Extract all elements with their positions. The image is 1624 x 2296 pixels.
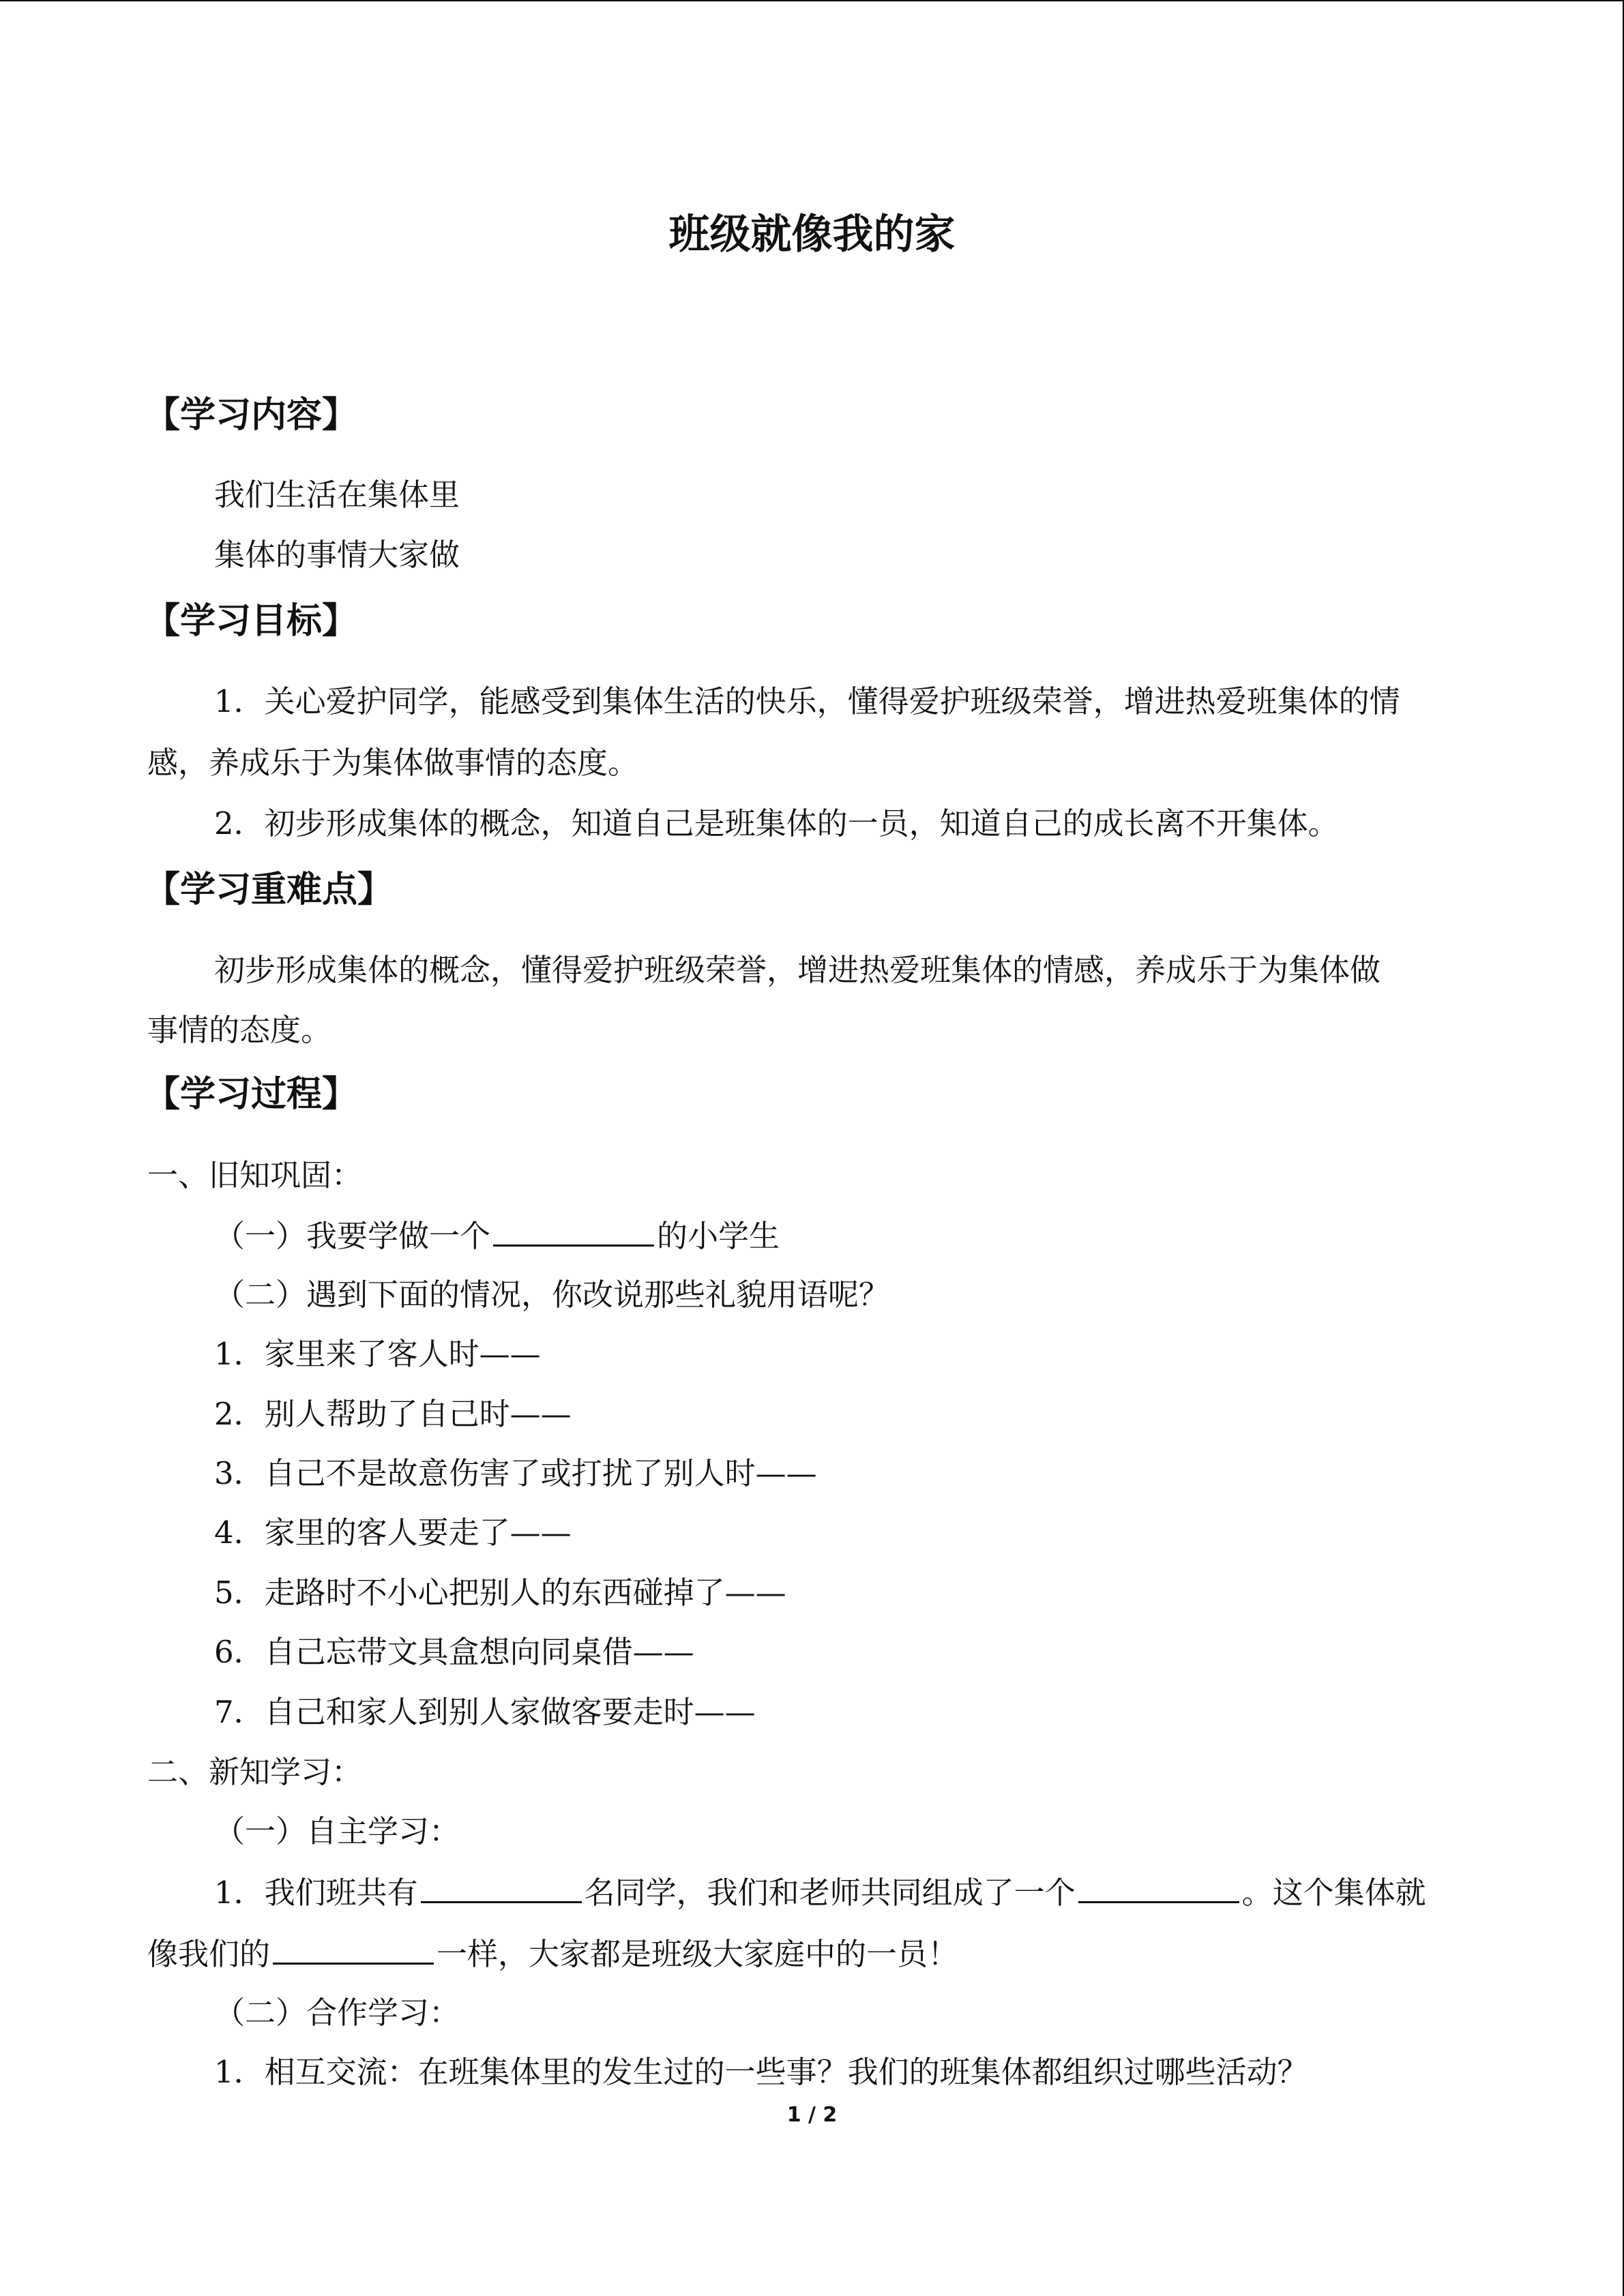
list-item: 6．自己忘带文具盒想向同桌借—— <box>214 1634 694 1670</box>
list-item: 2．别人帮助了自己时—— <box>214 1396 572 1432</box>
fill-in-blank[interactable] <box>493 1213 654 1247</box>
text-segment: 像我们的 <box>147 1936 271 1972</box>
heading-study-content: 【学习内容】 <box>145 395 358 436</box>
part-2-cooperative-study: （二）合作学习： <box>214 1995 460 2031</box>
text-segment: 。这个集体就 <box>1241 1875 1426 1911</box>
text-segment: 一样，大家都是班级大家庭中的一员！ <box>437 1936 959 1972</box>
fill-in-blank[interactable] <box>421 1870 582 1903</box>
question-1-text-before: （一）我要学做一个 <box>214 1218 491 1254</box>
page-number: 1 / 2 <box>786 2103 838 2127</box>
list-item: 1．家里来了客人时—— <box>214 1336 541 1372</box>
list-item: 3．自己不是故意伤害了或打扰了别人时—— <box>214 1455 817 1491</box>
heading-study-goals: 【学习目标】 <box>145 601 358 642</box>
text-segment: 1．我们班共有 <box>214 1875 418 1911</box>
self-study-question-line-1 <box>214 1870 1544 1915</box>
goal-1-line-2: 感，养成乐于为集体做事情的态度。 <box>147 745 639 781</box>
list-item: 4．家里的客人要走了—— <box>214 1515 572 1551</box>
part-1-question-2: （二）遇到下面的情况，你改说那些礼貌用语呢？ <box>214 1277 890 1313</box>
part-2-self-study: （一）自主学习： <box>214 1813 460 1849</box>
text-segment: 名同学，我们和老师共同组成了一个 <box>584 1875 1076 1911</box>
part-2-label: 二、新知学习： <box>147 1754 363 1790</box>
key-points-line-2: 事情的态度。 <box>147 1012 332 1048</box>
document-title: 班级就像我的家 <box>668 211 956 258</box>
heading-key-points: 【学习重难点】 <box>145 869 394 910</box>
heading-study-process: 【学习过程】 <box>145 1074 358 1115</box>
content-item-2: 集体的事情大家做 <box>214 537 460 573</box>
self-study-question-line-2 <box>147 1931 1477 1976</box>
content-item-1: 我们生活在集体里 <box>214 477 460 513</box>
part-1-question-1 <box>214 1213 1544 1258</box>
goal-1-line-1: 1．关心爱护同学，能感受到集体生活的快乐，懂得爱护班级荣誉，增进热爱班集体的情 <box>214 683 1400 719</box>
question-1-text-after: 的小学生 <box>657 1218 780 1254</box>
list-item: 7．自己和家人到别人家做客要走时—— <box>214 1694 756 1730</box>
list-item: 5．走路时不小心把别人的东西碰掉了—— <box>214 1575 786 1611</box>
part-1-label: 一、旧知巩固： <box>147 1157 363 1193</box>
goal-2: 2．初步形成集体的概念，知道自己是班集体的一员，知道自己的成长离不开集体。 <box>214 805 1339 841</box>
fill-in-blank[interactable] <box>273 1931 434 1965</box>
fill-in-blank[interactable] <box>1078 1870 1239 1903</box>
cooperative-question-1: 1．相互交流：在班集体里的发生过的一些事？我们的班集体都组织过哪些活动？ <box>214 2054 1308 2090</box>
key-points-line-1: 初步形成集体的概念，懂得爱护班级荣誉，增进热爱班集体的情感，养成乐于为集体做 <box>214 952 1381 988</box>
